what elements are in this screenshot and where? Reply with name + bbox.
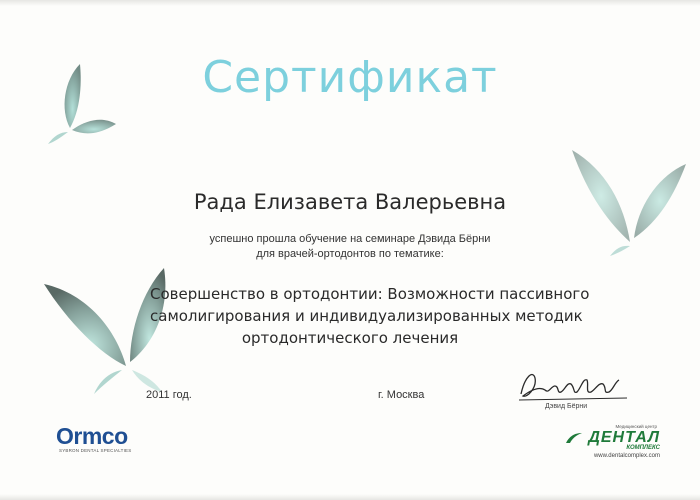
dental-logo-pretext: Медицинский центр (615, 424, 657, 429)
intro-line: для врачей-ортодонтов по тематике: (256, 248, 444, 260)
topic-line: Совершенство в ортодонтии: Возможности пассивного (150, 285, 590, 303)
issue-year: 2011 год. (146, 389, 192, 401)
topic-line: самолигирования и индивидуализированных методик (150, 307, 583, 325)
signature-icon (515, 364, 635, 406)
top-edge-shadow (0, 0, 700, 6)
topic-line: ортодонтического лечения (241, 329, 459, 347)
recipient-name: Рада Елизавета Валерьевна (193, 190, 507, 214)
ormco-tagline: SYBRON DENTAL SPECIALTIES (59, 448, 132, 453)
issue-city: г. Москва (378, 389, 425, 401)
dental-logo-subtext: КОМПЛЕКС (626, 445, 660, 451)
seminar-topic (150, 283, 590, 349)
ormco-logo (56, 424, 146, 453)
dental-logo-text: ДЕНТАЛ (588, 429, 660, 446)
ormco-logo-text: Ormco (56, 423, 128, 449)
intro-line: успешно прошла обучение на семинаре Дэвида Бёрни (209, 233, 491, 245)
dental-complex-logo (560, 424, 660, 459)
certificate-title: Сертификат (202, 52, 498, 103)
dental-logo-url: www.dentalcomplex.com (593, 453, 660, 459)
bottom-edge-shadow (0, 494, 700, 500)
intro-text (0, 232, 700, 262)
signatory-name: Дэвид Бёрни (545, 403, 588, 410)
swoosh-icon (564, 431, 584, 445)
